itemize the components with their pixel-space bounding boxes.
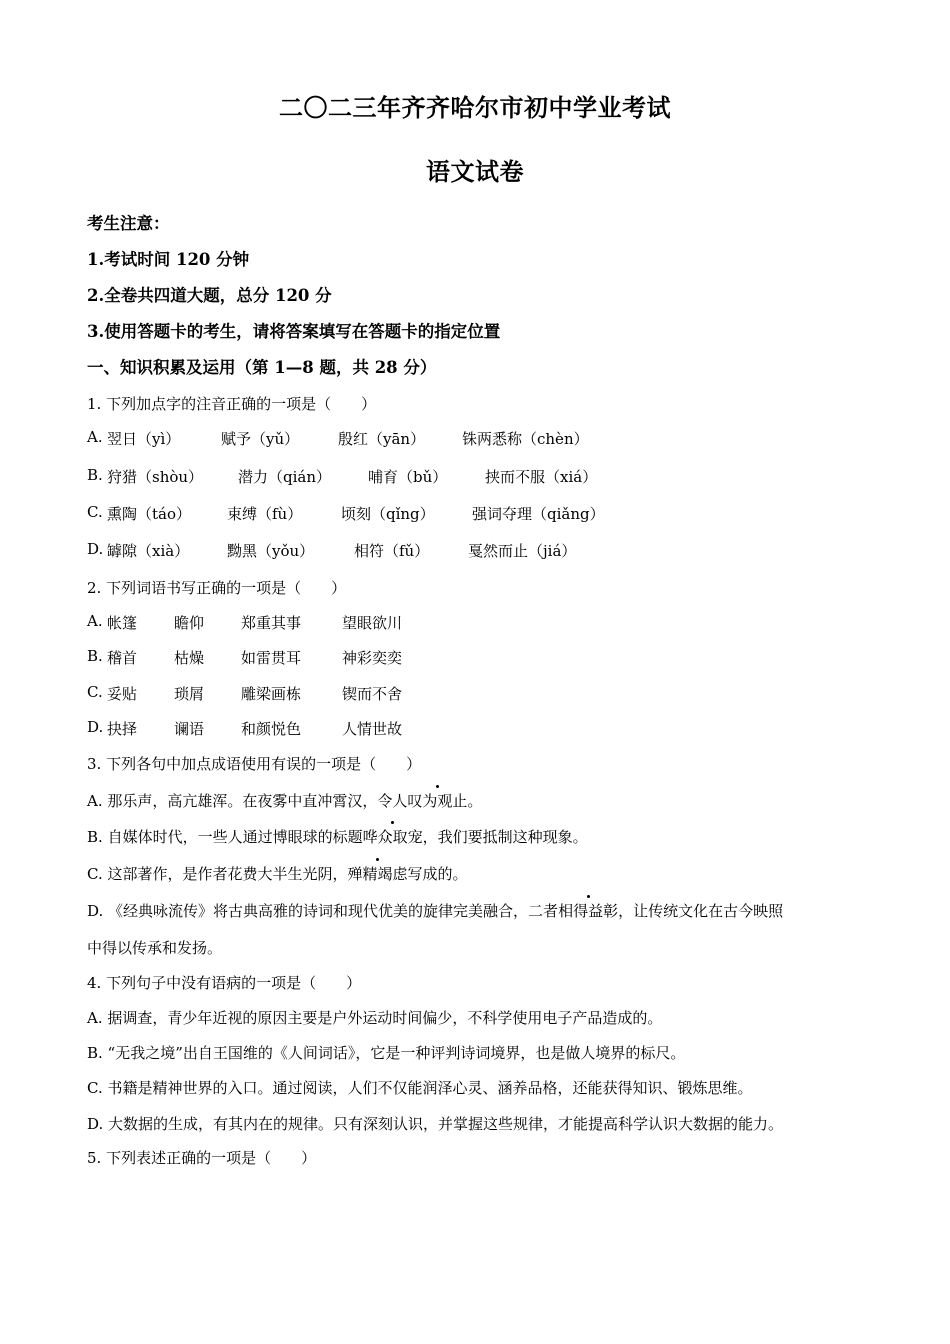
option-item: 顷刻（qǐng） — [341, 505, 435, 523]
notice-heading: 考生注意： — [87, 214, 170, 233]
option-letter: A. — [87, 612, 103, 630]
option-letter: A. — [87, 792, 103, 810]
exam-subtitle: 语文试卷 — [426, 157, 524, 186]
option-text: 那乐声，高亢雄浑。在夜雾中直冲霄汉，令人 — [107, 792, 408, 810]
question-4-stem: 4. 下列句子中没有语病的一项是（ ） — [87, 974, 362, 992]
option-letter: D. — [87, 902, 104, 920]
notice-item-3: 3.使用答题卡的考生，请将答案填写在答题卡的指定位置 — [87, 322, 501, 341]
option-item: 郑重其事 — [241, 614, 302, 632]
option-item: 强词夺理（qiǎng） — [472, 505, 605, 523]
option-item: 谰语 — [174, 720, 205, 738]
option-item: 琐屑 — [174, 685, 205, 703]
question-2-stem: 2. 下列词语书写正确的一项是（ ） — [87, 579, 347, 597]
option-item: 熏陶（táo） — [107, 505, 192, 523]
q3-option-b[interactable] — [87, 826, 588, 847]
option-text: 自媒体时代，一些人通过博眼球的标题 — [107, 828, 363, 846]
notice-item-1: 1.考试时间 120 分钟 — [87, 250, 250, 269]
option-item: 翌日（yì） — [107, 430, 181, 448]
exam-title: 二〇二三年齐齐哈尔市初中学业考试 — [279, 93, 671, 122]
option-item: 帐篷 — [107, 614, 138, 632]
option-item: 神彩奕奕 — [342, 649, 403, 667]
option-item: 铢两悉称（chèn） — [462, 430, 589, 448]
q4-option-a[interactable]: A. 据调查，青少年近视的原因主要是户外运动时间偏少，不科学使用电子产品造成的。 — [87, 1009, 663, 1027]
option-item: 狩猎（shòu） — [107, 468, 204, 486]
option-text: 这部著作，是作者花费大半生光阴， — [107, 865, 348, 883]
option-letter: D. — [87, 540, 104, 558]
option-letter: C. — [87, 865, 103, 883]
option-text: ，我们要抵制这种现象。 — [422, 828, 588, 846]
option-letter: D. — [87, 718, 104, 736]
option-letter: B. — [87, 466, 103, 484]
option-item: 殷红（yān） — [338, 430, 426, 448]
option-text: 《经典咏流传》将古典高雅的诗词和现代优美的旋律完美融合，二者 — [108, 902, 559, 920]
option-item: 哺育（bǔ） — [368, 468, 448, 486]
option-item: 抉择 — [107, 720, 138, 738]
option-item: 望眼欲川 — [342, 614, 403, 632]
option-item: 妥贴 — [107, 685, 138, 703]
option-item: 潜力（qián） — [238, 468, 332, 486]
option-item: 赋予（yǔ） — [221, 430, 300, 448]
option-letter: B. — [87, 647, 103, 665]
option-item: 黝黑（yǒu） — [227, 542, 315, 560]
option-item: 人情世故 — [342, 720, 403, 738]
option-item: 罅隙（xià） — [107, 542, 190, 560]
option-letter: B. — [87, 828, 103, 846]
option-item: 雕梁画栋 — [241, 685, 302, 703]
option-letter: A. — [87, 428, 103, 446]
dotted-idiom: 哗众取宠 — [362, 828, 423, 846]
option-item: 枯燥 — [174, 649, 205, 667]
option-item: 如雷贯耳 — [241, 649, 302, 667]
option-item: 锲而不舍 — [342, 685, 403, 703]
option-text: 。 — [467, 792, 483, 810]
option-letter: C. — [87, 683, 103, 701]
option-item: 瞻仰 — [174, 614, 205, 632]
dotted-idiom: 相得益彰 — [558, 902, 619, 920]
option-item: 稽首 — [107, 649, 138, 667]
option-text: ，让传统文化在古今映照 — [618, 902, 784, 920]
option-letter: C. — [87, 503, 103, 521]
notice-item-2: 2.全卷共四道大题，总分 120 分 — [87, 286, 332, 305]
option-item: 戛然而止（jiá） — [468, 542, 577, 560]
question-3-stem: 3. 下列各句中加点成语使用有误的一项是（ ） — [87, 755, 422, 773]
q4-option-c[interactable]: C. 书籍是精神世界的入口。通过阅读，人们不仅能润泽心灵、涵养品格，还能获得知识、锻炼思维。 — [87, 1079, 753, 1097]
q3-option-c[interactable] — [87, 863, 468, 884]
q3-option-a[interactable] — [87, 790, 482, 811]
option-item: 挟而不服（xiá） — [485, 468, 598, 486]
section-heading: 一、知识积累及运用（第 1—8 题，共 28 分） — [87, 358, 437, 377]
question-1-stem: 1. 下列加点字的注音正确的一项是（ ） — [87, 395, 377, 413]
option-item: 束缚（fù） — [227, 505, 303, 523]
q4-option-b[interactable]: B. “无我之境”出自王国维的《人间词话》，它是一种评判诗词境界，也是做人境界的标尺。 — [87, 1044, 686, 1062]
q4-option-d[interactable]: D. 大数据的生成，有其内在的规律。只有深刻认识，并掌握这些规律，才能提高科学认识大数据的能力。 — [87, 1115, 784, 1133]
dotted-idiom: 殚精竭虑 — [347, 865, 408, 883]
option-item: 和颜悦色 — [241, 720, 302, 738]
q3-option-d-continued: 中得以传承和发扬。 — [87, 939, 223, 957]
option-text: 写成的。 — [407, 865, 468, 883]
question-5-stem: 5. 下列表述正确的一项是（ ） — [87, 1149, 317, 1167]
dotted-idiom: 叹为观止 — [407, 792, 468, 810]
option-item: 相符（fǔ） — [354, 542, 430, 560]
q3-option-d[interactable] — [87, 900, 783, 921]
